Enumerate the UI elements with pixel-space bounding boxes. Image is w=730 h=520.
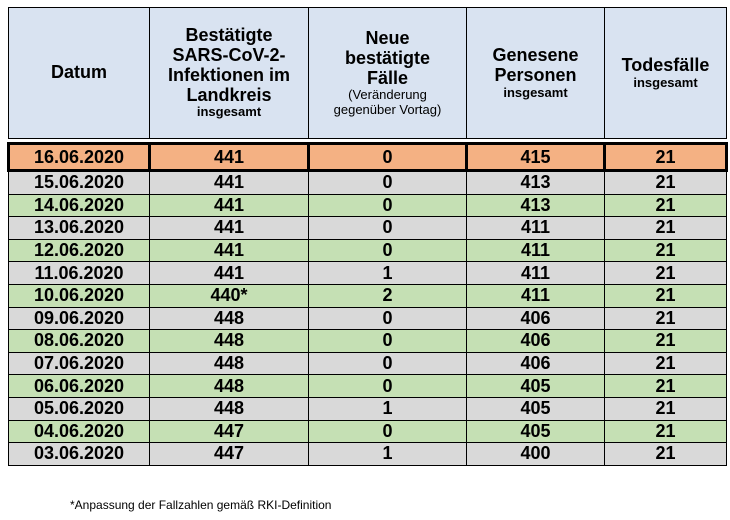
cell-deaths: 21: [605, 239, 727, 262]
cell-infections: 448: [150, 352, 309, 375]
cell-new: 1: [309, 262, 467, 285]
cell-infections: 448: [150, 330, 309, 353]
cell-deaths: 21: [605, 144, 727, 171]
cell-new: 0: [309, 217, 467, 240]
table-row: [9, 262, 727, 285]
cell-recovered: 411: [467, 239, 605, 262]
header-new-line: bestätigte: [344, 47, 431, 68]
cell-recovered: 415: [467, 144, 605, 171]
cell-date: 07.06.2020: [9, 352, 150, 375]
cell-recovered: 411: [467, 284, 605, 307]
cell-new: 0: [309, 352, 467, 375]
cell-deaths: 21: [605, 352, 727, 375]
cell-deaths: 21: [605, 284, 727, 307]
header-infections-line: Landkreis: [186, 84, 272, 105]
cell-date: 03.06.2020: [9, 443, 150, 466]
cell-date: 06.06.2020: [9, 375, 150, 398]
table-row: [9, 307, 727, 330]
table-row: [9, 330, 727, 353]
cell-date: 09.06.2020: [9, 307, 150, 330]
cell-infections: 441: [150, 194, 309, 217]
cell-recovered: 413: [467, 171, 605, 195]
table-row: [9, 171, 727, 195]
table-row: [9, 397, 727, 420]
cell-infections: 447: [150, 420, 309, 443]
cell-deaths: 21: [605, 217, 727, 240]
covid-table-container: [7, 7, 727, 466]
cell-deaths: 21: [605, 262, 727, 285]
cell-infections: 441: [150, 217, 309, 240]
cell-new: 0: [309, 420, 467, 443]
cell-infections: 441: [150, 144, 309, 171]
header-infections-line: SARS-CoV-2-: [172, 45, 286, 66]
table-row: [9, 284, 727, 307]
cell-date: 14.06.2020: [9, 194, 150, 217]
cell-infections: 441: [150, 171, 309, 195]
cell-new: 0: [309, 375, 467, 398]
cell-deaths: 21: [605, 375, 727, 398]
cell-date: 05.06.2020: [9, 397, 150, 420]
cell-infections: 448: [150, 307, 309, 330]
header-new-paren: gegenüber Vortag): [333, 101, 442, 117]
cell-recovered: 406: [467, 307, 605, 330]
cell-new: 1: [309, 397, 467, 420]
cell-date: 10.06.2020: [9, 284, 150, 307]
cell-new: 0: [309, 330, 467, 353]
cell-new: 0: [309, 144, 467, 171]
header-recovered-sub: insgesamt: [503, 84, 568, 100]
header-infections-line: Bestätigte: [185, 25, 273, 46]
cell-date: 11.06.2020: [9, 262, 150, 285]
table-row: [9, 443, 727, 466]
header-recovered: [467, 8, 605, 139]
cell-recovered: 405: [467, 375, 605, 398]
footnote: *Anpassung der Fallzahlen gemäß RKI-Definition: [70, 498, 332, 512]
cell-new: 1: [309, 443, 467, 466]
covid-statistics-table: [7, 7, 728, 466]
header-infections-line: Infektionen im: [167, 64, 290, 85]
cell-infections: 448: [150, 397, 309, 420]
header-new-line: Neue: [365, 28, 410, 48]
cell-deaths: 21: [605, 171, 727, 195]
header-new-cases: [309, 8, 467, 139]
cell-date: 16.06.2020: [9, 144, 150, 171]
header-infections-sub: insgesamt: [196, 104, 262, 120]
cell-deaths: 21: [605, 443, 727, 466]
cell-deaths: 21: [605, 194, 727, 217]
table-row: [9, 420, 727, 443]
cell-recovered: 406: [467, 330, 605, 353]
cell-date: 04.06.2020: [9, 420, 150, 443]
cell-recovered: 411: [467, 217, 605, 240]
cell-infections: 441: [150, 239, 309, 262]
cell-recovered: 411: [467, 262, 605, 285]
header-recovered-line: Personen: [494, 64, 577, 85]
cell-date: 13.06.2020: [9, 217, 150, 240]
header-infections: [150, 8, 309, 139]
header-date: Datum: [9, 8, 150, 139]
table-row-highlighted: [9, 144, 727, 171]
cell-new: 0: [309, 194, 467, 217]
cell-deaths: 21: [605, 330, 727, 353]
cell-recovered: 405: [467, 397, 605, 420]
table-row: [9, 217, 727, 240]
cell-recovered: 406: [467, 352, 605, 375]
cell-infections: 448: [150, 375, 309, 398]
header-new-paren: (Veränderung: [348, 87, 427, 103]
cell-deaths: 21: [605, 397, 727, 420]
table-row: [9, 352, 727, 375]
cell-date: 12.06.2020: [9, 239, 150, 262]
cell-date: 15.06.2020: [9, 171, 150, 195]
header-recovered-line: Genesene: [492, 45, 579, 66]
cell-new: 0: [309, 307, 467, 330]
header-deaths-title: Todesfälle: [621, 54, 710, 75]
table-row: [9, 375, 727, 398]
cell-recovered: 405: [467, 420, 605, 443]
cell-infections: 440*: [150, 284, 309, 307]
cell-deaths: 21: [605, 420, 727, 443]
cell-recovered: 413: [467, 194, 605, 217]
cell-new: 2: [309, 284, 467, 307]
cell-recovered: 400: [467, 443, 605, 466]
cell-infections: 447: [150, 443, 309, 466]
cell-infections: 441: [150, 262, 309, 285]
cell-new: 0: [309, 239, 467, 262]
header-new-line: Fälle: [366, 67, 409, 88]
header-row: [9, 8, 727, 139]
table-row: [9, 239, 727, 262]
header-deaths-sub: insgesamt: [633, 74, 698, 90]
header-deaths: [605, 8, 727, 139]
cell-deaths: 21: [605, 307, 727, 330]
table-row: [9, 194, 727, 217]
cell-date: 08.06.2020: [9, 330, 150, 353]
cell-new: 0: [309, 171, 467, 195]
